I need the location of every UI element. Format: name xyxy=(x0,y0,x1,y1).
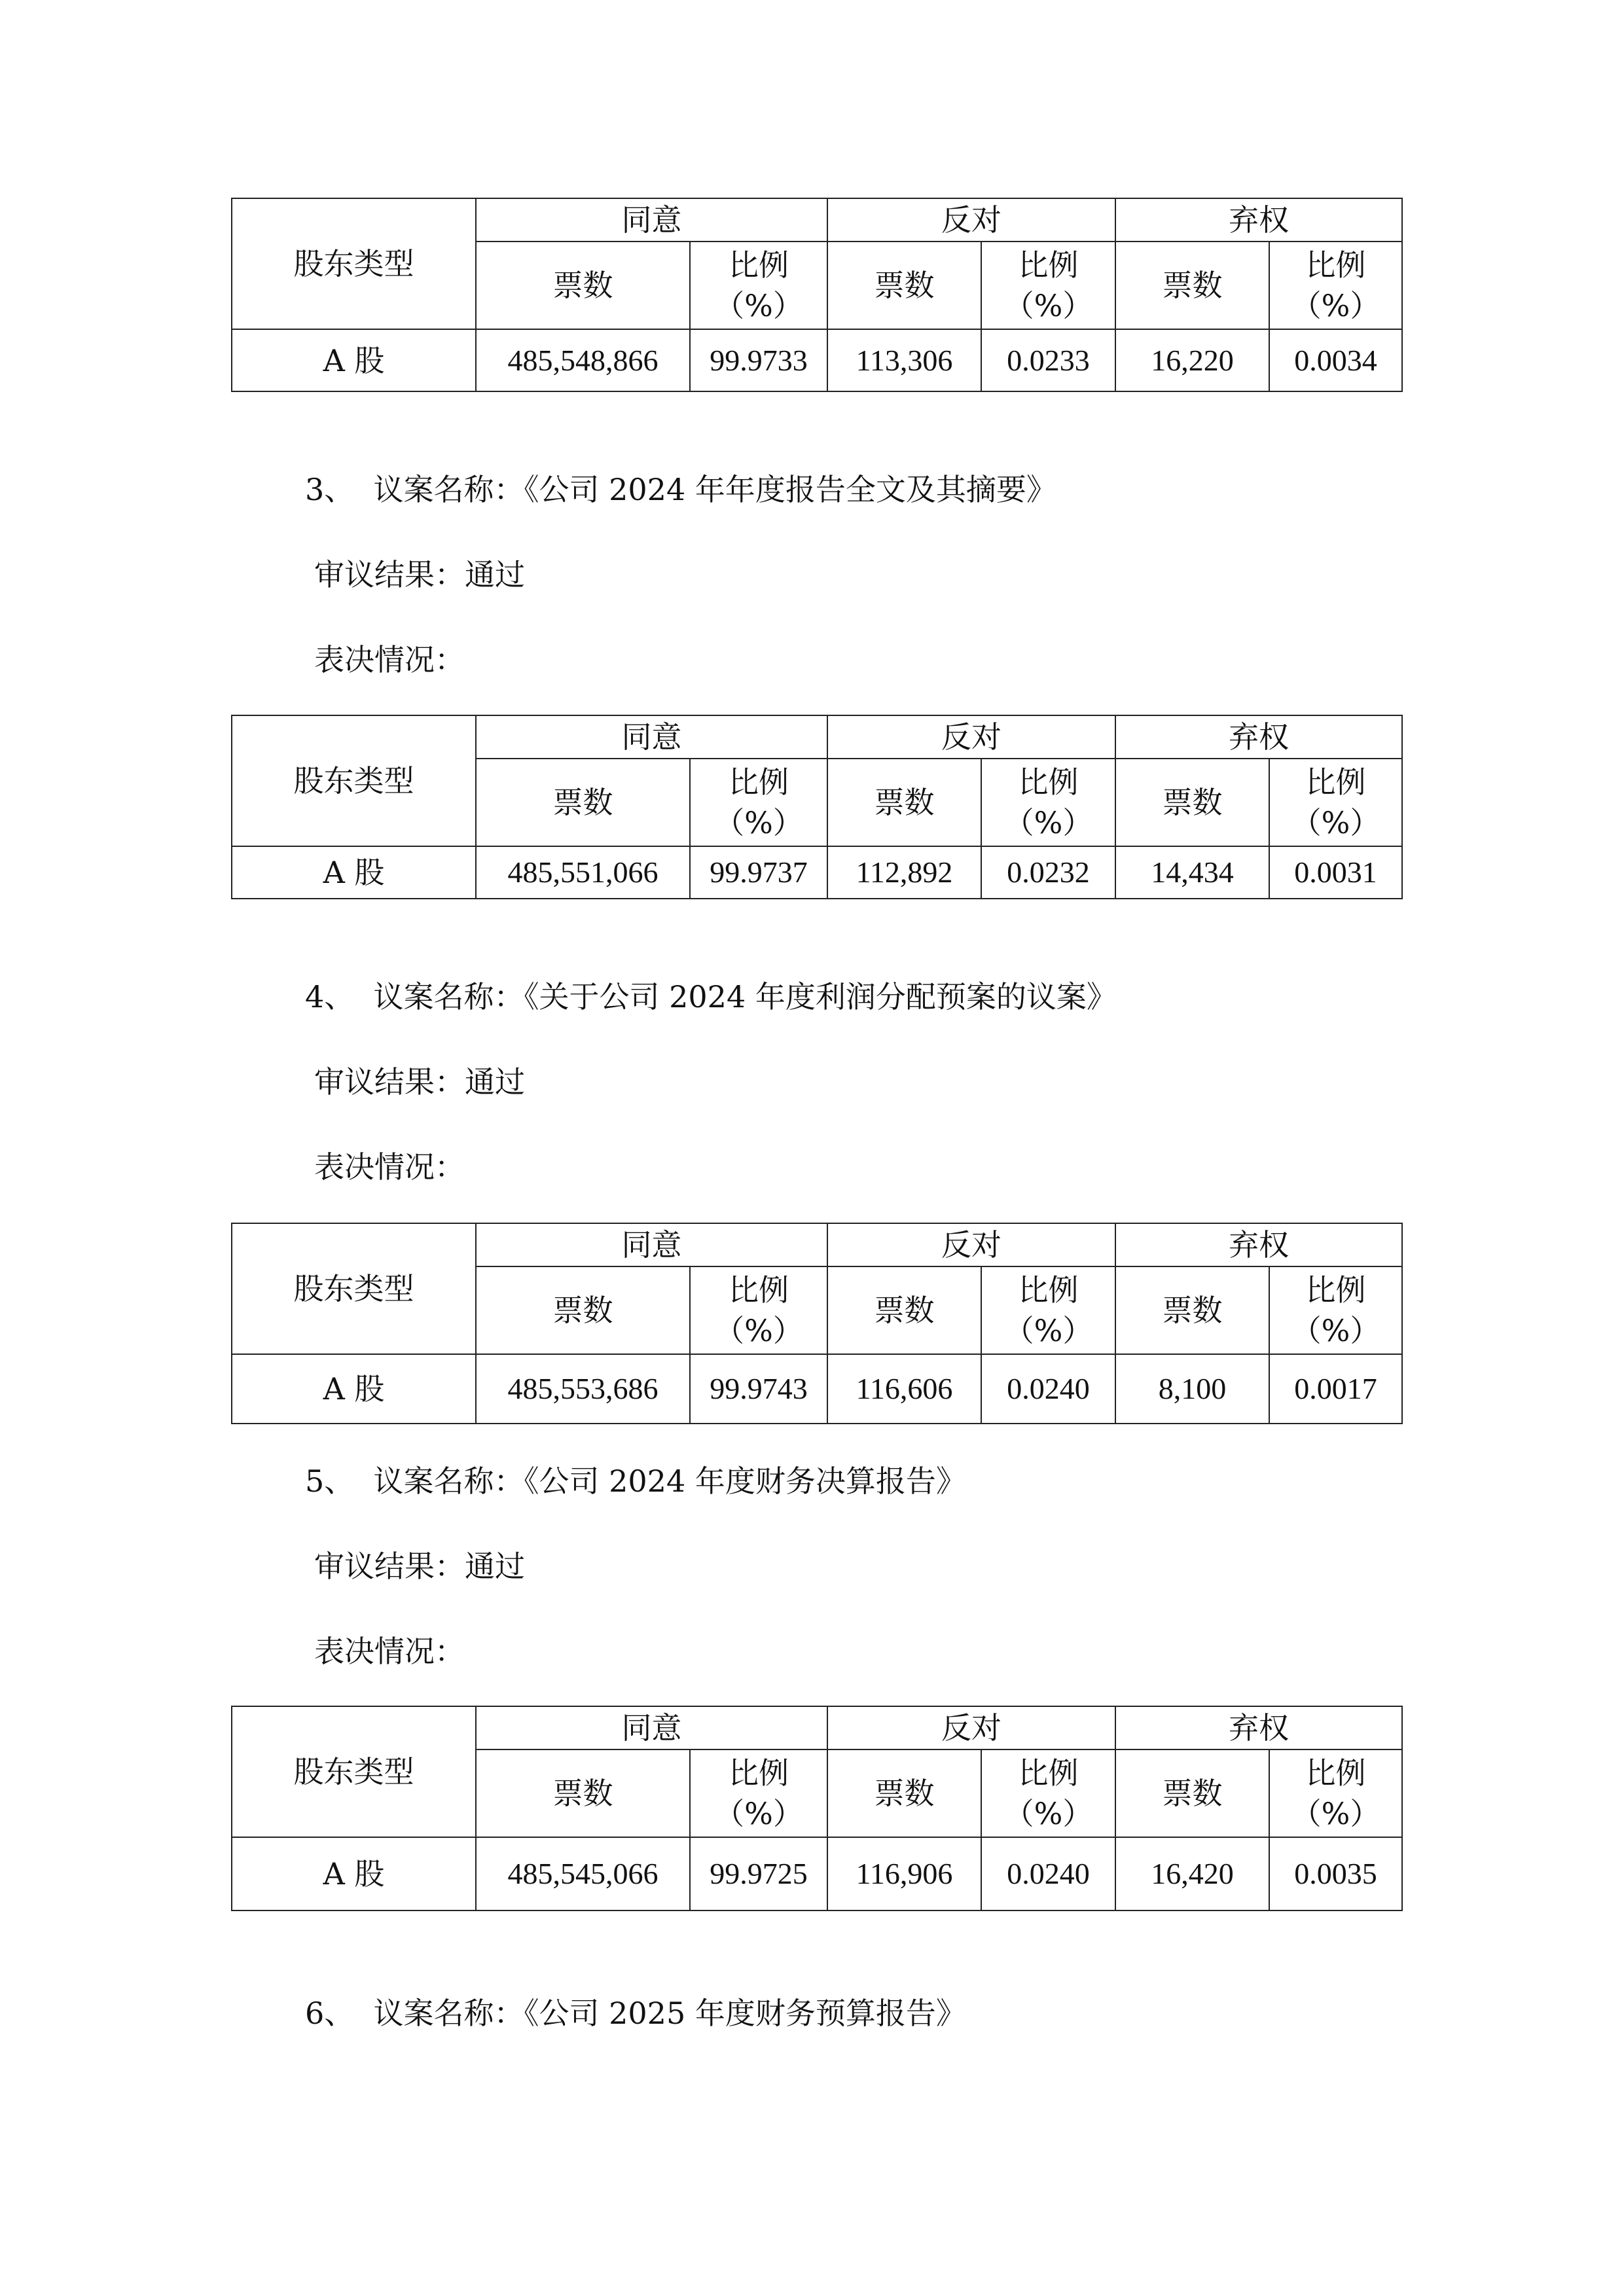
header-ratio: 比例 （%） xyxy=(690,759,827,846)
against-ratio-cell: 0.0240 xyxy=(981,1354,1115,1424)
header-abstain: 弃权 xyxy=(1115,1706,1402,1749)
proposal-title: 3、 议案名称：《公司 2024 年年度报告全文及其摘要》 xyxy=(305,472,1056,507)
vote-status-label: 表决情况： xyxy=(314,642,465,677)
vote-status-label: 表决情况： xyxy=(314,1149,465,1185)
header-votes: 票数 xyxy=(1115,1749,1269,1837)
header-ratio: 比例 （%） xyxy=(1269,759,1402,846)
header-agree: 同意 xyxy=(476,198,827,242)
header-votes: 票数 xyxy=(1115,1266,1269,1354)
against-votes-cell: 113,306 xyxy=(827,329,981,391)
table-row xyxy=(232,1354,1402,1424)
header-ratio: 比例 （%） xyxy=(690,1266,827,1354)
header-against: 反对 xyxy=(827,1706,1115,1749)
against-ratio-cell: 0.0232 xyxy=(981,846,1115,899)
header-agree: 同意 xyxy=(476,715,827,759)
abstain-votes-cell: 16,420 xyxy=(1115,1837,1269,1910)
header-votes: 票数 xyxy=(476,1749,690,1837)
header-agree: 同意 xyxy=(476,1706,827,1749)
agree-ratio-cell: 99.9743 xyxy=(690,1354,827,1424)
agree-ratio-cell: 99.9733 xyxy=(690,329,827,391)
header-shareholder-type: 股东类型 xyxy=(232,198,476,329)
shareholder-type-cell: A 股 xyxy=(232,329,476,391)
header-abstain: 弃权 xyxy=(1115,1223,1402,1266)
header-against: 反对 xyxy=(827,1223,1115,1266)
header-ratio: 比例 （%） xyxy=(981,242,1115,329)
shareholder-type-cell: A 股 xyxy=(232,1837,476,1910)
header-ratio: 比例 （%） xyxy=(981,759,1115,846)
header-votes: 票数 xyxy=(1115,242,1269,329)
header-abstain: 弃权 xyxy=(1115,198,1402,242)
header-against: 反对 xyxy=(827,715,1115,759)
header-ratio: 比例 （%） xyxy=(1269,242,1402,329)
header-agree: 同意 xyxy=(476,1223,827,1266)
vote-table-2 xyxy=(231,1223,1403,1424)
abstain-votes-cell: 8,100 xyxy=(1115,1354,1269,1424)
header-ratio: 比例 （%） xyxy=(981,1749,1115,1837)
proposal-title: 5、 议案名称：《公司 2024 年度财务决算报告》 xyxy=(305,1463,966,1499)
against-ratio-cell: 0.0233 xyxy=(981,329,1115,391)
header-shareholder-type: 股东类型 xyxy=(232,1223,476,1354)
review-result: 审议结果：通过 xyxy=(314,1549,525,1584)
abstain-votes-cell: 14,434 xyxy=(1115,846,1269,899)
header-votes: 票数 xyxy=(827,1266,981,1354)
review-result: 审议结果：通过 xyxy=(314,1064,525,1100)
against-votes-cell: 116,906 xyxy=(827,1837,981,1910)
abstain-ratio-cell: 0.0017 xyxy=(1269,1354,1402,1424)
abstain-ratio-cell: 0.0031 xyxy=(1269,846,1402,899)
shareholder-type-cell: A 股 xyxy=(232,846,476,899)
header-votes: 票数 xyxy=(476,1266,690,1354)
against-votes-cell: 116,606 xyxy=(827,1354,981,1424)
header-votes: 票数 xyxy=(1115,759,1269,846)
header-ratio: 比例 （%） xyxy=(1269,1266,1402,1354)
abstain-ratio-cell: 0.0034 xyxy=(1269,329,1402,391)
header-ratio: 比例 （%） xyxy=(981,1266,1115,1354)
header-votes: 票数 xyxy=(827,759,981,846)
header-abstain: 弃权 xyxy=(1115,715,1402,759)
review-result: 审议结果：通过 xyxy=(314,557,525,592)
table-row xyxy=(232,1837,1402,1910)
agree-ratio-cell: 99.9725 xyxy=(690,1837,827,1910)
header-votes: 票数 xyxy=(827,242,981,329)
vote-status-label: 表决情况： xyxy=(314,1634,465,1669)
shareholder-type-cell: A 股 xyxy=(232,1354,476,1424)
proposal-title: 6、 议案名称：《公司 2025 年度财务预算报告》 xyxy=(305,1996,966,2031)
header-ratio: 比例 （%） xyxy=(1269,1749,1402,1837)
header-shareholder-type: 股东类型 xyxy=(232,715,476,846)
agree-votes-cell: 485,545,066 xyxy=(476,1837,690,1910)
agree-votes-cell: 485,551,066 xyxy=(476,846,690,899)
header-ratio: 比例 （%） xyxy=(690,1749,827,1837)
table-row xyxy=(232,329,1402,391)
against-votes-cell: 112,892 xyxy=(827,846,981,899)
agree-ratio-cell: 99.9737 xyxy=(690,846,827,899)
abstain-votes-cell: 16,220 xyxy=(1115,329,1269,391)
vote-table-1 xyxy=(231,715,1403,899)
proposal-title: 4、 议案名称：《关于公司 2024 年度利润分配预案的议案》 xyxy=(305,979,1117,1014)
header-votes: 票数 xyxy=(827,1749,981,1837)
against-ratio-cell: 0.0240 xyxy=(981,1837,1115,1910)
agree-votes-cell: 485,548,866 xyxy=(476,329,690,391)
header-shareholder-type: 股东类型 xyxy=(232,1706,476,1837)
vote-table-0 xyxy=(231,198,1403,392)
abstain-ratio-cell: 0.0035 xyxy=(1269,1837,1402,1910)
header-ratio: 比例 （%） xyxy=(690,242,827,329)
vote-table-3 xyxy=(231,1706,1403,1911)
header-votes: 票数 xyxy=(476,242,690,329)
agree-votes-cell: 485,553,686 xyxy=(476,1354,690,1424)
table-row xyxy=(232,846,1402,899)
header-against: 反对 xyxy=(827,198,1115,242)
header-votes: 票数 xyxy=(476,759,690,846)
